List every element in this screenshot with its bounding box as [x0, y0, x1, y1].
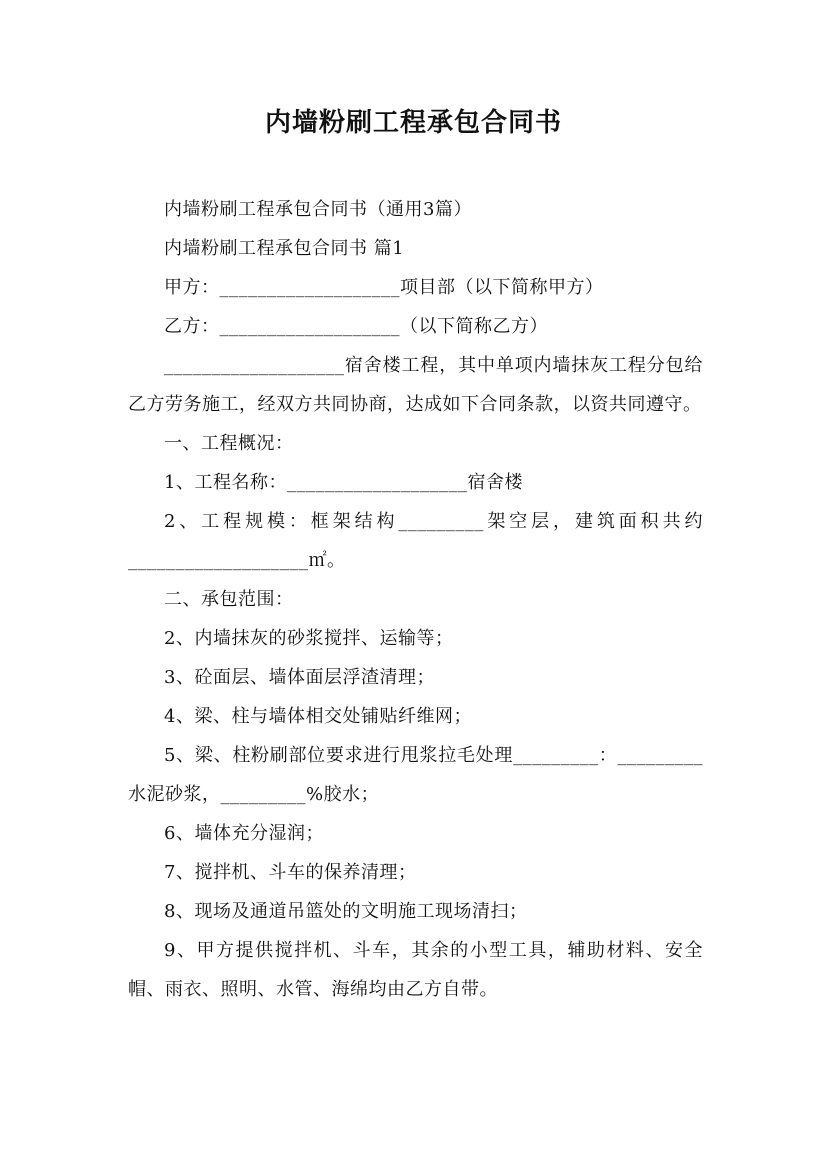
paragraph-scope-item-8: 8、现场及通道吊篮处的文明施工现场清扫； [164, 901, 528, 922]
paragraph-party-b: 乙方：___________________（以下简称乙方） [164, 316, 548, 337]
paragraph-overview-heading: 一、工程概况： [164, 433, 294, 454]
paragraph-scope-item-9: 9、甲方提供搅拌机、斗车，其余的小型工具，辅助材料、安全帽、雨衣、照明、水管、海绵均由乙方自带。 [128, 940, 703, 1000]
paragraph-party-a: 甲方：___________________项目部（以下简称甲方） [164, 277, 604, 298]
paragraph-heading: 内墙粉刷工程承包合同书（通用3篇） [164, 199, 472, 220]
paragraph-scope-item-5: 5、梁、柱粉刷部位要求进行甩浆拉毛处理_________：_________水泥砂浆，_________%胶水； [128, 745, 703, 805]
paragraph-intro: ___________________宿舍楼工程，其中单项内墙抹灰工程分包给乙方劳务施工，经双方共同协商，达成如下合同条款，以资共同遵守。 [128, 355, 703, 415]
paragraph-scope-item-4: 4、梁、柱与墙体相交处铺贴纤维网； [164, 706, 472, 727]
paragraph-section-title: 内墙粉刷工程承包合同书 篇1 [164, 238, 405, 259]
document-body [128, 190, 703, 1009]
paragraph-scope-item-7: 7、搅拌机、斗车的保养清理； [164, 862, 417, 883]
paragraph-scope-item-3: 3、砼面层、墙体面层浮渣清理； [164, 667, 435, 688]
paragraph-project-name: 1、工程名称：___________________宿舍楼 [164, 472, 523, 493]
paragraph-scope-item-6: 6、墙体充分湿润； [164, 823, 324, 844]
paragraph-scope-heading: 二、承包范围： [164, 589, 294, 610]
paragraph-project-scale: 2、工程规模：框架结构_________架空层，建筑面积共约___________________㎡。 [128, 511, 703, 571]
paragraph-scope-item-2: 2、内墙抹灰的砂浆搅拌、运输等； [164, 628, 454, 649]
document-title: 内墙粉刷工程承包合同书 [264, 108, 562, 138]
